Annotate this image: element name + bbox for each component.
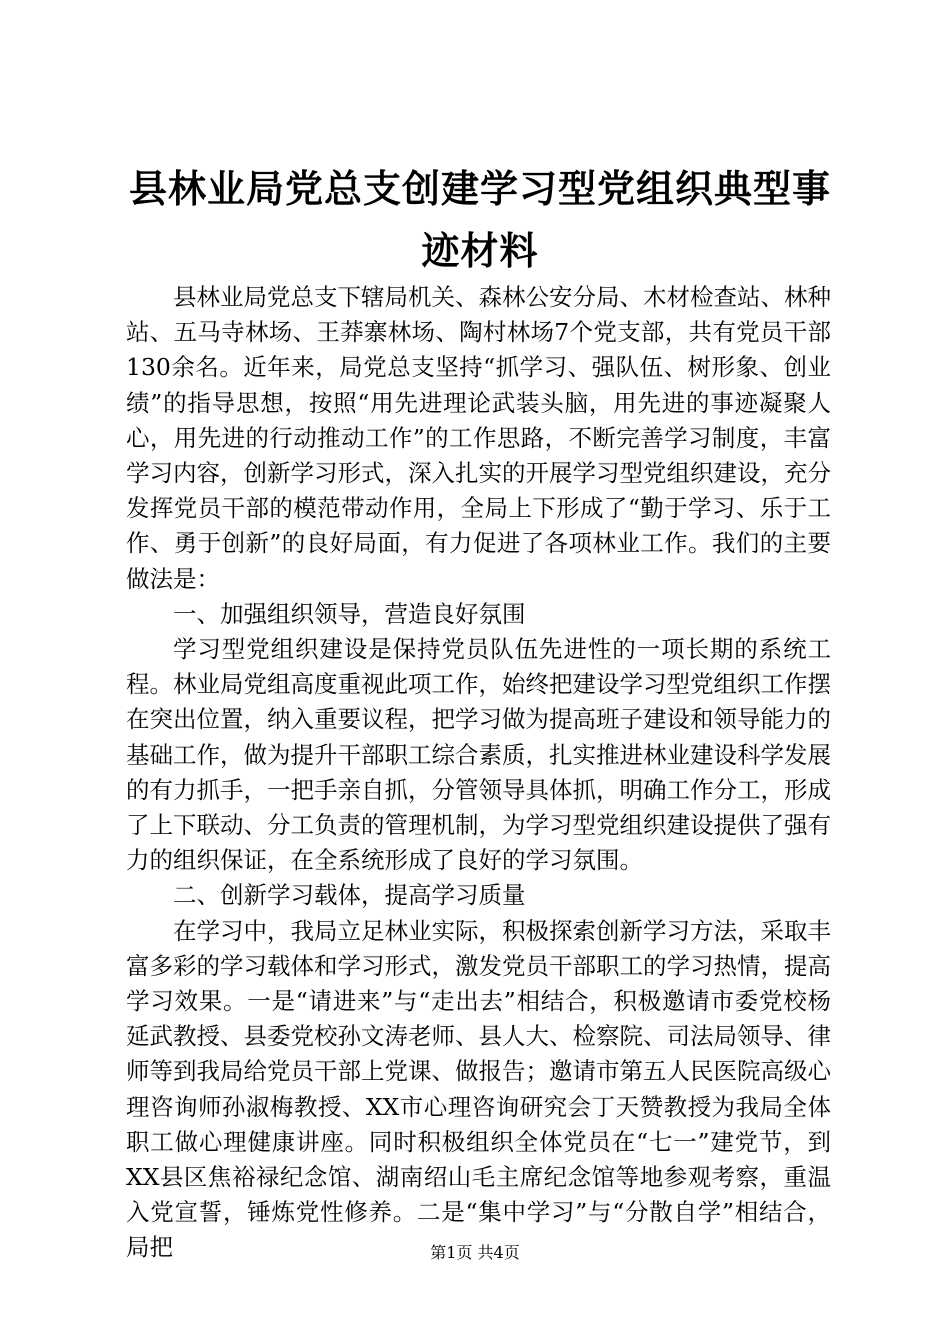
document-body: [126, 280, 831, 1266]
page-footer: 第1页 共4页: [430, 1243, 520, 1262]
section-heading-2: 二、创新学习载体，提高学习质量: [173, 881, 526, 910]
document-title: 县林业局党总支创建学习型党组织典型事迹材料: [128, 166, 831, 273]
section-heading-1: 一、加强组织领导，营造良好氛围: [173, 599, 526, 628]
section-1-paragraph: 学习型党组织建设是保持党员队伍先进性的一项长期的系统工程。林业局党组高度重视此项工作，始终把建设学习型党组织工作摆在突出位置，纳入重要议程，把学习做为提高班子建设和领导能力的基础工作，做为提升干部职工综合素质，扎实推进林业建设科学发展的有力抓手，一把手亲自抓，分管领导具体抓，明确工作分工，形成了上下联动、分工负责的管理机制，为学习型党组织建设提供了强有力的组织保证，在全系统形成了良好的学习氛围。: [126, 635, 831, 875]
intro-paragraph: 县林业局党总支下辖局机关、森林公安分局、木材检查站、林种站、五马寺林场、王莽寨林场、陶村林场7个党支部，共有党员干部130余名。近年来，局党总支坚持“抓学习、强队伍、树形象、创业绩”的指导思想，按照“用先进理论武装头脑，用先进的事迹凝聚人心，用先进的行动推动工作”的工作思路，不断完善学习制度，丰富学习内容，创新学习形式，深入扎实的开展学习型党组织建设，充分发挥党员干部的模范带动作用，全局上下形成了“勤于学习、乐于工作、勇于创新”的良好局面，有力促进了各项林业工作。我们的主要做法是：: [126, 283, 831, 593]
section-2-paragraph: 在学习中，我局立足林业实际，积极探索创新学习方法，采取丰富多彩的学习载体和学习形式，激发党员干部职工的学习热情，提高学习效果。一是“请进来”与“走出去”相结合，积极邀请市委党校杨延武教授、县委党校孙文涛老师、县人大、检察院、司法局领导、律师等到我局给党员干部上党课、做报告；邀请市第五人民医院高级心理咨询师孙淑梅教授、XX市心理咨询研究会丁天赞教授为我局全体职工做心理健康讲座。同时积极组织全体党员在“七一”建党节，到XX县区焦裕禄纪念馆、湖南绍山毛主席纪念馆等地参观考察，重温入党宣誓，锤炼党性修养。二是“集中学习”与“分散自学”相结合，局把: [126, 916, 831, 1262]
